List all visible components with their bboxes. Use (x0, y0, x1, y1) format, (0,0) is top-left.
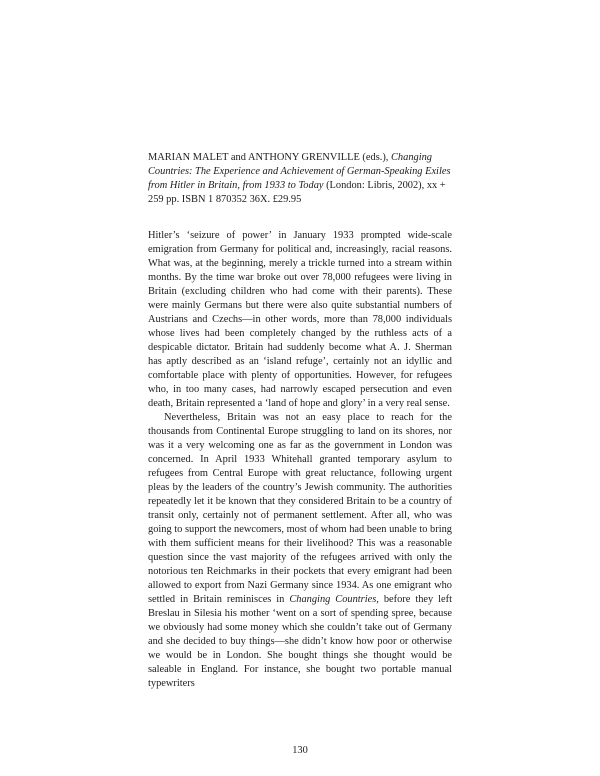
paragraph-2-text-a: Nevertheless, Britain was not an easy place to reach for the thousands from Continental Europe struggling to land on its shores, nor was it a very welcoming one as far as the government in London was concerned. In April 1933 Whitehall granted temporary asylum to refugees from Central Europe with great reluctance, following urgent pleas by the leaders of the country’s Jewish community. The authorities repeatedly let it be known that they considered Britain to be a country of transit only, certainly not of permanent settlement. After all, who was going to support the newcomers, most of whom had been unable to bring with them sufficient means for their livelihood? This was a reasonable question since the vast majority of the refugees arrived with only the notorious ten Reichmarks in their pockets that every emigrant had been allowed to export from Nazi Germany since 1934. As one emigrant who settled in Britain reminisces in (148, 412, 452, 605)
citation-details: (London: Libris, 2002), xx + 259 pp. ISBN 1 870352 36X. £29.95 (148, 180, 446, 205)
paragraph-2-book-title: Changing Countries (289, 594, 377, 605)
paragraph-2-text-b: , before they left Breslau in Silesia his mother ‘went on a sort of spending spree, because we obviously had some money which she couldn’t take out of Germany and she decided to buy things—she didn’t know how poor or otherwise we would be in London. She bought things she thought would be saleable in England. For instance, she bought two portable manual typewriters (148, 594, 452, 689)
citation-editors: MARIAN MALET and ANTHONY GRENVILLE (eds.), (148, 152, 391, 163)
review-body (148, 229, 452, 691)
citation-title: Changing Countries: The Experience and Achievement of German-Speaking Exiles from Hitler in Britain, from 1933 to Today (148, 152, 451, 191)
paragraph-1: Hitler’s ‘seizure of power’ in January 1933 prompted wide-scale emigration from Germany for political and, increasingly, racial reasons. What was, at the beginning, merely a trickle turned into a stream within months. By the time war broke out over 78,000 refugees were living in Britain (excluding children who had come with their parents). These were mainly Germans but there were also quite substantial numbers of Austrians and Czechs—in other words, more than 78,000 individuals whose lives had been completely changed by the ruthless acts of a despicable dictator. Britain had suddenly become what A. J. Sherman has aptly described as an ‘island refuge’, certainly not an idyllic and comfortable place with plenty of opportunities. However, for refugees who, in too many cases, had narrowly escaped persecution and even death, Britain represented a ‘land of hope and glory’ in a very real sense. (148, 230, 452, 409)
paragraph-2 (148, 411, 452, 691)
book-citation (148, 151, 452, 207)
page-number: 130 (292, 745, 308, 756)
review-page (148, 151, 452, 691)
